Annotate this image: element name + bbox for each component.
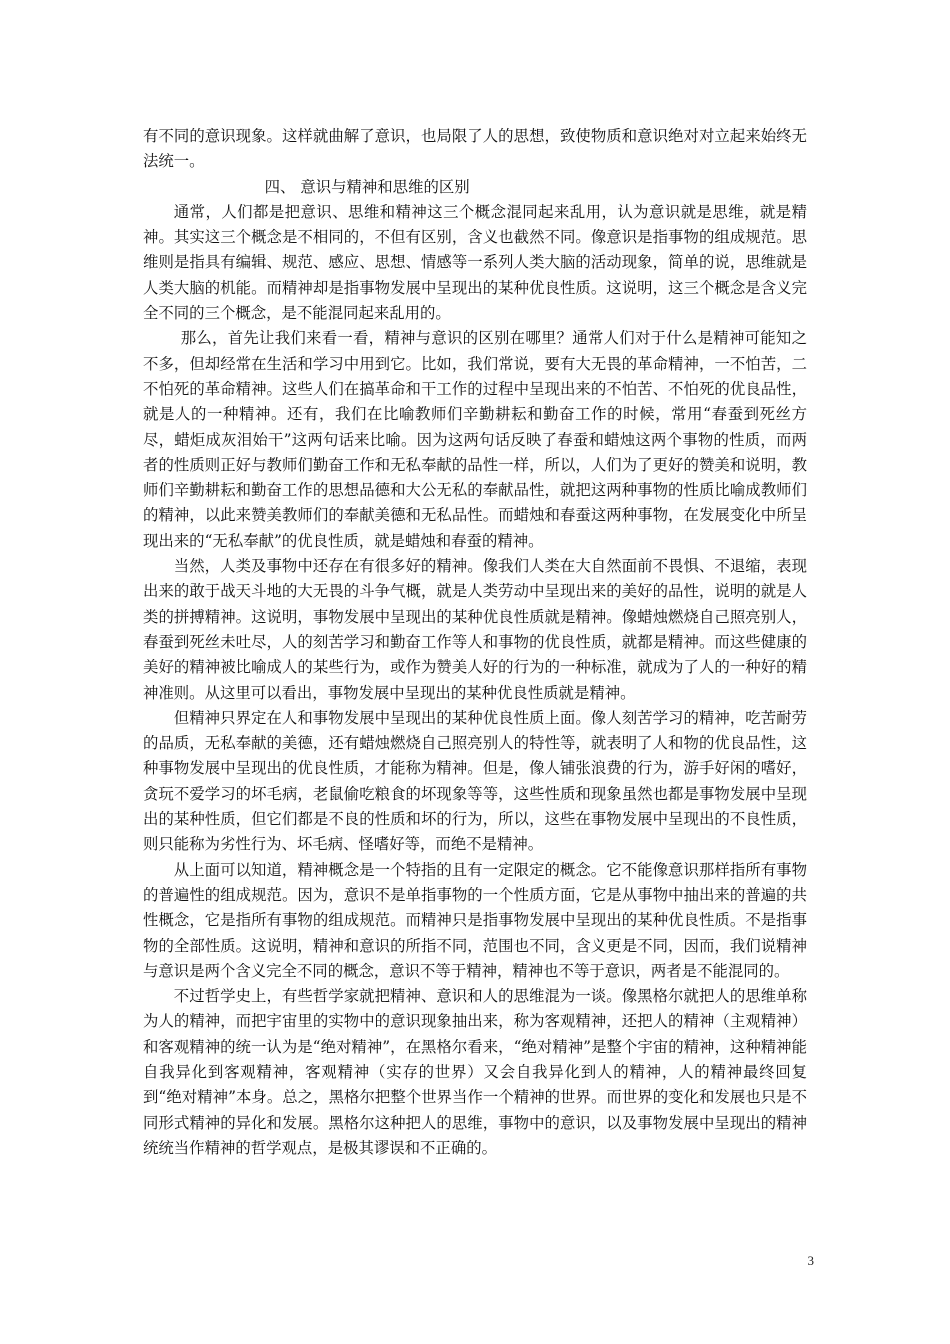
section-heading: 四、 意识与精神和思维的区别	[264, 177, 470, 196]
paragraph: 从上面可以知道，精神概念是一个特指的且有一定限定的概念。它不能像意识那样指所有事物的普遍性的组成规范。因为，意识不是单指事物的一个性质方面，它是从事物中抽出来的普遍的共性概念，它是指所有事物的组成规范。而精神只是指事物发展中呈现出的某种优良性质。不是指事物的全部性质。这说明，精神和意识的所指不同，范围也不同，含义更是不同，因而，我们说精神与意识是两个含义完全不同的概念，意识不等于精神，精神也不等于意识，两者是不能混同的。	[143, 860, 807, 980]
paragraph: 当然，人类及事物中还存在有很多好的精神。像我们人类在大自然面前不畏惧、不退缩，表现出来的敢于战天斗地的大无畏的斗争气概，就是人类劳动中呈现出来的美好的品性，说明的就是人类的拼搏精神。这说明，事物发展中呈现出的某种优良性质就是精神。像蜡烛燃烧自己照亮别人，春蚕到死丝未吐尽，人的刻苦学习和勤奋工作等人和事物的优良性质，就都是精神。而这些健康的美好的精神被比喻成人的某些行为，或作为赞美人好的行为的一种标准，就成为了人的一种好的精神准则。从这里可以看出，事物发展中呈现出的某种优良性质就是精神。	[143, 557, 807, 702]
document-body	[143, 124, 807, 1161]
paragraph: 不过哲学史上，有些哲学家就把精神、意识和人的思维混为一谈。像黑格尔就把人的思维单称为人的精神，而把宇宙里的实物中的意识现象抽出来，称为客观精神，还把人的精神（主观精神）和客观精神的统一认为是“绝对精神”，在黑格尔看来，“绝对精神”是整个宇宙的精神，这种精神能自我异化到客观精神，客观精神（实存的世界）又会自我异化到人的精神，人的精神最终回复到“绝对精神”本身。总之，黑格尔把整个世界当作一个精神的世界。而世界的变化和发展也只是不同形式精神的异化和发展。黑格尔这种把人的思维，事物中的意识，以及事物发展中呈现出的精神统统当作精神的哲学观点，是极其谬误和不正确的。	[143, 987, 807, 1157]
paragraph-continuation: 有不同的意识现象。这样就曲解了意识，也局限了人的思想，致使物质和意识绝对对立起来始终无法统一。	[143, 127, 807, 171]
paragraph: 通常，人们都是把意识、思维和精神这三个概念混同起来乱用，认为意识就是思维，就是精神。其实这三个概念是不相同的，不但有区别，含义也截然不同。像意识是指事物的组成规范。思维则是指具有编辑、规范、感应、思想、情感等一系列人类大脑的活动现象，简单的说，思维就是人类大脑的机能。而精神却是指事物发展中呈现出的某种优良性质。这说明，这三个概念是含义完全不同的三个概念，是不能混同起来乱用的。	[143, 202, 807, 323]
page-number: 3	[807, 1253, 814, 1268]
paragraph: 但精神只界定在人和事物发展中呈现出的某种优良性质上面。像人刻苦学习的精神，吃苦耐劳的品质，无私奉献的美德，还有蜡烛燃烧自己照亮别人的特性等，就表明了人和物的优良品性，这种事物发展中呈现出的优良性质，才能称为精神。但是，像人铺张浪费的行为，游手好闲的嗜好，贪玩不爱学习的坏毛病，老鼠偷吃粮食的坏现象等等，这些性质和现象虽然也都是事物发展中呈现出的某种性质，但它们都是不良的性质和坏的行为，所以，这些在事物发展中呈现出的不良性质，则只能称为劣性行为、坏毛病、怪嗜好等，而绝不是精神。	[143, 708, 807, 854]
paragraph: 那么，首先让我们来看一看，精神与意识的区别在哪里？通常人们对于什么是精神可能知之不多，但却经常在生活和学习中用到它。比如，我们常说，要有大无畏的革命精神，一不怕苦，二不怕死的革命精神。这些人们在搞革命和干工作的过程中呈现出来的不怕苦、不怕死的优良品性，就是人的一种精神。还有，我们在比喻教师们辛勤耕耘和勤奋工作的时候，常用“春蚕到死丝方尽，蜡炬成灰泪始干”这两句话来比喻。因为这两句话反映了春蚕和蜡烛这两个事物的性质，而两者的性质则正好与教师们勤奋工作和无私奉献的品性一样，所以，人们为了更好的赞美和说明，教师们辛勤耕耘和勤奋工作的思想品德和大公无私的奉献品性，就把这两种事物的性质比喻成教师们的精神，以此来赞美教师们的奉献美德和无私品性。而蜡烛和春蚕这两种事物，在发展变化中所呈现出来的“无私奉献”的优良性质，就是蜡烛和春蚕的精神。	[143, 329, 807, 550]
